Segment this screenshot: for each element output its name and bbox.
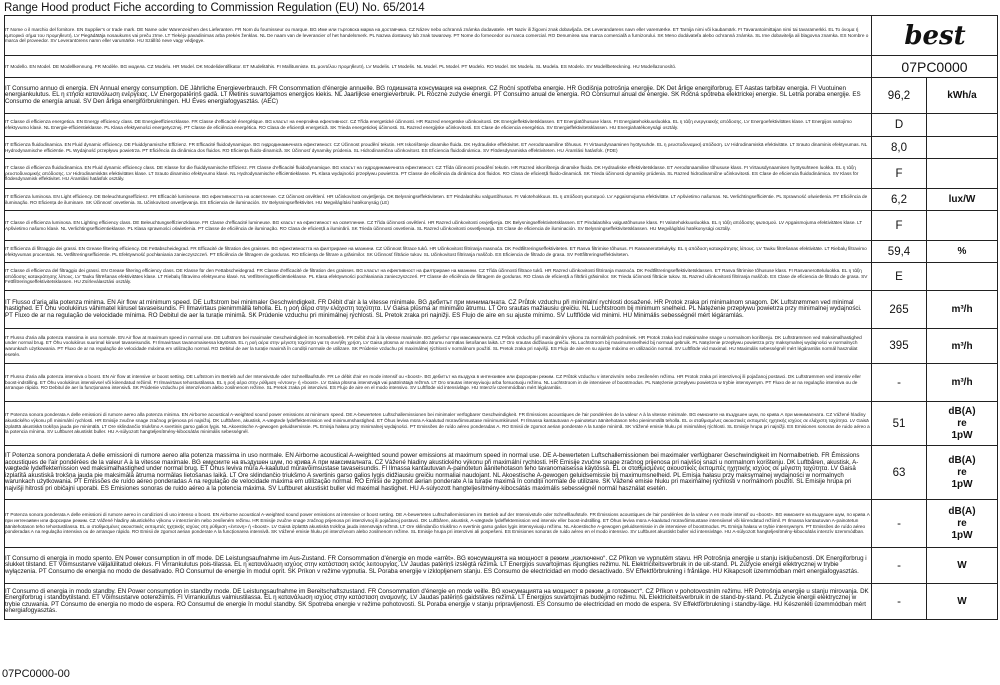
unit-part: 1pW xyxy=(951,529,973,541)
fiche-row xyxy=(5,263,998,291)
row-unit: lux/W xyxy=(927,189,998,211)
unit-part: re xyxy=(957,417,967,429)
row-unit xyxy=(927,211,998,241)
row-unit xyxy=(927,500,998,548)
row-value: 63 xyxy=(872,446,927,500)
fiche-row xyxy=(5,241,998,263)
row-description: IT Consumo di energia in modo standby. EN Power consumption in standby mode. DE Leistungsaufnahme im Bereitschaftszustand. FR Consommation d'énergie en mode veille. BG консумацията на мощност в режим „в готовност“. CZ Příkon v pohotovostním režimu. HR Potrošnja energije u stanju mirovanja. DK Energiforbrug i standbytilstand. ET Võimsustarve ooterežiimis. FI Virrankulutus valmiustilassa. EL η κατανάλωση ισχύος στην κατάσταση αναμονής. LV Jaudas patēriņš gaidstāves režīmā. LT Energijos suvartojimas budėjimo režimu. NL Elektriciteitsverbruik in de stand-by-stand. PL Zużycie energii elektrycznej w trybie czuwania. PT Consumo de energia no modo de espera. RO Consumul de energie în modul standby. SK Spotreba energie v režime pohotovosti. SL Poraba energije v stanju pripravljenosti. ES Consumo de electricidad en modo de espera. SV Effektförbrukning i standby-läge. HU Készenléti üzemmódban mért energiafogyasztás. xyxy=(5,584,872,620)
row-description: IT Potenza sonora ponderata A delle emissioni di rumore aereo in condizioni di uso intenso o boost. EN Airborne acoustical A-weighted sound power emissions at intensive or boost setting. DE A-bewerteten Luftschallemissionen im Betrieb auf der Intensivstufe oder Schnelllaufstufe. FR Émissions acoustiques de l'air pondérées de la valeur A en mode intensif ou «boost». BG емисиите на въздушен шум, по крива А при интензивен или форсиран режим. CZ Vážené hladiny akustického výkonu v intenzivním nebo zesíleném režimu. HR Emisije zvučne snage zračnog prijenosa pri intenzivnoj ili pojačanoj postavci. DK Luftbåren, akustisk, A-vægtede lydeffektemission ved intensiv eller boost-indstilling. ET Õhus leviva müra A-kaalutud müravõimsustase intensiivsel või kiirendatud režiimil. FI Ilmassa kantautuvan A-painotetun äänitehotason teho tehostustilassa. EL οι σταθμισμένες ακουστικές εκπομπές ηχητικής ισχύος στη ρύθμιση «έντονη» ή «boost». LV Gaisā izplatītā akustiskā trokšņa jauda intensīvajā režīmā. LT Ore sklindančio triukšmo A svertinis garso galios lygis intensyviuoju režimu. NL Akoestische A-gewogen geluidsemissie in de intensieve of boostmodus. PL Emisja hałasu w trybie intensywnym. PT Emissões de ruído aéreo ponderadas A na regulação intensiva ou de arranque rápido. RO Emisii de zgomot aerian ponderate A la funcționarea intensivă. SK Vážené emisie hluku pri intenzívnom alebo zosilnenom režime. SL Emisije hrupa pri intenzivni ali pospešeni. ES Emisiones sonoras de ruido aéreo en el modo intensivo. SV Luftburet akustiskt buller vid intensivläge. HU A-súlyozott hangteljesítmény-kibocsátás intenzív üzemmódban. xyxy=(5,500,872,548)
unit-part: re xyxy=(957,517,967,529)
brand-logo xyxy=(887,21,983,51)
row-value: 6,2 xyxy=(872,189,927,211)
fiche-row xyxy=(5,189,998,211)
row-description: IT Flusso d'aria alla potenza massima in uso normale. EN Air flow at maximum speed in normal use. DE Luftstrom bei maximaler Geschwindigkeit im Normalbetrieb. FR Débit d'air à la vitesse maximale. BG дебитът при максималната. CZ Průtok vzduchu při maximálním výkonu za normálních podmínek. HR Protok zraka kod maksimalne snage u normalnom korištenju. DK Luftstrømmen ved maksimalhastighed under normal brug. ET Õhu voolukiirus suurimal kiirusel tavaseisundis. FI Ilmavirtaus tavanomaisessa käytössä. EL η ροή αέρα στην μέγιστη ταχύτητα για τη συνήθη χρήση. LV Gaisa plūsma ar maksimālo ātrumu normālas lietošanas laikā. LT Oro srautas didžiausiu greičiu. NL Luchtstroom bij maximumsnelheid bij normaal gebruik. PL Natężenie przepływu powietrza przy maksymalnej wydajności w normalnych warunkach użytkowania. PT Fluxo de ar na regulação de velocidade máxima em utilização normal. RO Debitul de aer la turație maximă în condiții normale de utilizare. SK Prúdenie vzduchu pri maximálnej rýchlosti v normálnom použití. SL Pretok zraka pri najvišji. ES Flujo de aire en su ajuste máximo en utilización normal. SV Luftflöde vid maximal. HU Maximális sebességnél mért légáramlás normál használat esetén. xyxy=(5,329,872,364)
model-value: 07PC0000 xyxy=(872,56,998,78)
fiche-row xyxy=(5,446,998,500)
row-value: 8,0 xyxy=(872,137,927,159)
row-description: IT Potenza sonora ponderata A delle emissioni di rumore aereo alla potenza minima. EN Airborne acoustical A-weighted sound power emissions at minimum speed. DE A-bewerteten Luftschallemissionen bei minimaler verfügbarer Geschwindigkeit. FR Émissions acoustiques de l'air pondérées de la valeur A à la vitesse minimale. BG емисиите на въздушен шум, по крива А при минималната. CZ Vážené hladiny akustického výkonu při minimální rychlosti. HR Emisije zvučne snage zračnog prijenosa pri najnižoj. DK Luftbåren, akustisk, A-vægtede lydeffektemission ved minimumshastighed. ET Õhus leviva müra A-kaalutud müravõimsustase miinimumkiirusel. FI Ilmassa kantautuvan A-painotetun äänitehotason teho pienimmällä teholla. EL οι σταθμισμένες ακουστικές εκπομπές ηχητικής ισχύος σε ελάχιστη ταχύτητα. LV Gaisā izplatītā akustiskā trokšņa jauda pie minimālā. LT Ore sklindančio triukšmo A svertinis garso galios lygis. NL Akoestische A-gewogen geluidsemissie. PL Emisja hałasu przy minimalnej wydajności. PT Emissões de ruído aéreo ponderadas A. RO Emisii de zgomot aerian ponderate A la turație minimă. SK Vážené emisie hluku pri minimálnej rýchlosti. SL Emisije hrupa pri najnižji. ES Emisiones sonoras de ruido aéreo a la potencia mínima. SV Luftburet akustiskt buller. HU A-súlyozott hangteljesítmény-kibocsátás minimális sebességnél. xyxy=(5,402,872,446)
row-unit xyxy=(927,263,998,291)
row-value: 51 xyxy=(872,402,927,446)
unit-part: 1pW xyxy=(951,429,973,441)
fiche-row xyxy=(5,500,998,548)
unit-part: dB(A) xyxy=(948,405,976,417)
row-unit: W xyxy=(927,548,998,584)
fiche-row xyxy=(5,291,998,329)
unit-part: dB(A) xyxy=(948,454,976,466)
row-unit: m³/h xyxy=(927,364,998,402)
row-value: - xyxy=(872,364,927,402)
row-value: F xyxy=(872,159,927,189)
fiche-row xyxy=(5,584,998,620)
row-description: IT Efficienza luminosa. EN Light efficiency. DE Beleuchtungseffizienz. FR Efficacité lumineuse. BG ефективността на осветление. CZ Účinnost osvětlení. HR Učinkovitost osvjetljenja. DK Belysningseffektiviteten. ET Pindalaühiku valgustõhusus. FI Valotehokkuus. EL η απόδοση φωτισμού. LV Apgaismojuma efektivitāte. LT Apšvietimo našumas. NL Verlichtingsefficiëntie. PL Sprawność oświetlenia. PT Eficiência de iluminação. RO Eficiența de iluminare. SK Účinnosť osvetlenia. SL Učinkovitost osvetljevanja. ES Eficiencia de iluminación. SV Belysningseffektivitet. HU Megvilágítási hatékonyság (LE) xyxy=(5,189,872,211)
row-description: IT Consumo annuo di energia. EN Annual energy consumption. DE Jährliche Energieverbrauch. FR Consommation d'énergie annuelle. BG годишната консумация на енергия. CZ Roční spotřeba energie. HR Godišnja potrošnja energije. DK Det årlige energiforbrug. ET Aastas tarbitav energia. FI Vuotuinen energiankulutus. EL η ετήσια κατανάλωση ενέργειας. LV Energopatēriņš gadā. LT Metinis suvartojamos energijos kiekis. NL Jaarlijkse energieverbruik. PL Roczne zużycie energii. PT Consumo anual de energia. RO Consumul anual de energie. SK Ročná spotreba elektrickej energie. SL Letna poraba energije. ES Consumo de energía anual. SV Den årliga energiförbrukningen. HU Éves energiafogyasztás. (AEC) xyxy=(5,78,872,114)
fiche-row xyxy=(5,548,998,584)
page-title: Range Hood product Fiche according to Commission Regulation (EU) No. 65/2014 xyxy=(4,2,425,14)
row-value: - xyxy=(872,500,927,548)
row-unit: kWh/a xyxy=(927,78,998,114)
row-unit xyxy=(927,137,998,159)
fiche-row xyxy=(5,137,998,159)
row-value: F xyxy=(872,211,927,241)
row-value: - xyxy=(872,548,927,584)
row-unit: W xyxy=(927,584,998,620)
row-value: - xyxy=(872,584,927,620)
row-description: IT Efficienza di filtraggio dei grassi. EN Grease filtering efficiency. DE Fettabscheidegrad. FR Efficacité de filtration des graisses. BG ефективността на филтриране на мазнини. CZ Účinnost filtrace tuků. HR Učinkovitost filtriranja masnoća. DK Fedtfiltreringseffektiviteten. ET Rasva filtrimise tõhusus. FI Rasvanerottelukyky. EL η απόδοση κατακράτησης λίπους. LV Tauku filtrēšanas efektivitāte. LT Riebalų filtravimo efektyvumas procentais. NL Vetfiltreringsefficiëntie. PL Efektywność pochłaniania zanieczyszczeń. PT Eficiência de filtragem de gorduras. RO Eficiența de filtrare a grăsimilor. SK Účinnosť filtrácie tukov. SL Učinkovitost filtriranja maščob. ES Eficiencia de filtrado de grasa. SV Fettfiltreringseffektiviteten. xyxy=(5,241,872,263)
row-unit xyxy=(927,114,998,137)
row-unit xyxy=(927,446,998,500)
fiche-row xyxy=(5,364,998,402)
unit-part: dB(A) xyxy=(948,505,976,517)
row-description: IT Flusso d'aria alla potenza minima. EN Air flow at minimum speed. DE Luftstrom bei minimaler Geschwindigkeit. FR Débit d'air à la vitesse minimale. BG дебитът при минималната. CZ Průtok vzduchu při minimální rychlosti dosažené. HR Protok zraka pri minimalnom snagom. DK Luftstrømmen ved minimal hastighed. ET Õhu voolukiirus vähimatel kiirusel tavaseisundis. FI Ilmavirtaus pienimmällä teholla. EL η ροή αέρα στην ελάχιστη ταχύτητα. LV Gaisa plūsma ar minimālo ātrumu. LT Oro srautas mažiausiu greičiu. NL Luchtstroom bij minimum snelheid. PL Natężenie przepływu powietrza przy minimalnej wydajności. PT Fluxo de ar na regulação de velocidade mínima. RO Debitul de aer la turație minimă. SK Prúdenie vzduchu pri minimálnej rýchlosti. SL Pretok zraka pri najnižji. ES Flujo de aire en su ajuste mínimo. SV Luftflöde vid minimi. HU Minimális sebességnél mért légáramlás. xyxy=(5,291,872,329)
supplier-label: IT Nome o il marchio del fornitore. EN Supplier's or trade mark. DE Name oder Warenzeichen des Lieferanten. FR Nom du fournisseur ou marque. BG Име или търговска марка на доставчика. CZ Název nebo ochranná známka dodavatele. HR Naziv ili žigovni znak dobavljača. DK Leverandørens navn eller varemærke. ET Tarnija nimi või kaubamärk. FI Tavarantoimittajan nimi tai tavaramerkki. EL Το όνομα ή εμπορικό σήμα του προμηθευτή. LV Piegādātāja nosaukums vai preču zīme. LT Tiekėjo pavadinimas arba prekės ženklas. NL De naam van de leverancier of het handelsmerk. PL Nazwa dostawcy lub znak towarowy. PT Nome do fornecedor ou marca comercial. RO Denumirea sau marca comercială a furnizorului. SK Meno dodávateľa alebo ochranná známka. SL Ime dobavitelja ali blagovna znamka. ES Nombre o marca del proveedor. SV Leverantörens namn eller varumärke. HU Szállító neve vagy védjegye. xyxy=(5,16,872,56)
row-value: 59,4 xyxy=(872,241,927,263)
row-description: IT Efficienza fluidodinamica. EN Fluid dynamic efficiency. DE Fluiddynamische Effizienz. FR Efficacité fluidodynamique. BG гидродинамичната ефективност. CZ Účinnost proudění tekutin. HR Iskorištenje dinamike fluida. DK Hydrauliske effektivitet. ET Aerodünaamiline tõhusus. FI Virtausdynaaminen hyötysuhde. EL η ρευστοδυναμική απόδοση. LV Hidrodinamiskā efektivitāte. LT Srauto dinaminis efektyvumas. NL Hydrodynamische efficiëntie. PL Wydajność przepływu powietrza. PT Eficiência da dinâmica dos fluidos. RO Eficiența fluido-dinamică. SK Účinnosť dynamiky prúdenia. SL Hidrodinamična učinkovitost. ES Eficiencia fluidodinámica. SV Flödesdynamiska effektiviteten. HU Áramlási hatásfok. (FDE) xyxy=(5,137,872,159)
fiche-row xyxy=(5,329,998,364)
row-unit: m³/h xyxy=(927,329,998,364)
row-description: IT Flusso d'aria alla potenza intensiva o boost. EN Air flow at intensive or boost setting. DE Luftstrom im Betrieb auf der Intensivstufe oder Schnelllaufstufe. FR Le débit d'air en mode intensif ou «boost». BG дебитът на въздуха в интензивен или форсиран режим. CZ Průtok vzduchu v intenzivním nebo zesíleném režimu. HR Protok zraka pri intenzivnoj ili pojačanoj postavci. DK Luftstrømmen ved intensiv eller boost-indstilling. ET Õhu voolukiirus intensiivsel või kiirendatud režiimil. FI Ilmavirtaus tehostustilassa. EL η ροή αέρα στην ρύθμιση «έντονη» ή «boost». LV Gaisa plūsma intensīvajā vai paātrinātajā režīmā. LT Oro srautas intensyviuoju arba forsuotuoju režimu. NL Luchtstroom in de intensieve of boostmodus. PL Natężenie przepływu powietrza w trybie intensywnym. PT Fluxo de ar na regulação intensiva ou de arranque rápido. RO Debitul de aer la funcționarea intensivă. SK Prúdenie vzduchu pri intenzívnom alebo zosilnenom režime. SL Pretok zraka pri intenzivni. ES Flujo de aire en el modo intensivo. SV Luftflöde vid intensivläge. HU Intenzív üzemmódban mért légáramlás. xyxy=(5,364,872,402)
product-fiche-table xyxy=(4,15,998,620)
fiche-row xyxy=(5,402,998,446)
supplier-row xyxy=(5,16,998,56)
row-unit: % xyxy=(927,241,998,263)
document-code: 07PC0000-00 xyxy=(2,668,70,680)
row-description: IT Consumo di energia in modo spento. EN Power consumption in off mode. DE Leistungsaufnahme im Aus-Zustand. FR Consommation d'énergie en mode «arrêt». BG консумацията на мощност в режим „изключено“. CZ Příkon ve vypnutém stavu. HR Potrošnja energije u stanju isključenosti. DK Energiforbrug i slukket tilstand. ET Võimsustarve väljalülitatud olekus. FI Virrankulutus pois-tilassa. EL η κατανάλωση ισχύος στην κατάσταση εκτός λειτουργίας. LV Jaudas patēriņš izslēgtā režīmā. LT Energijos suvartojimas išjungties režimu. NL Elektriciteitsverbruik in de uit-stand. PL Zużycie energii elektrycznej w trybie wyłączenia. PT Consumo de energia no modo de desativado. RO Consumul de energie în modul oprit. SK Príkon v režime vypnutia. SL Poraba energije v izklopljenem stanju. ES Consumo de electricidad en modo desactivado. SV Effektförbrukning i frånläge. HU Kikapcsolt üzemmódban mért energiafogyasztás. xyxy=(5,548,872,584)
row-unit xyxy=(927,159,998,189)
row-value: E xyxy=(872,263,927,291)
unit-part: re xyxy=(957,466,967,478)
brand-logo-cell xyxy=(872,16,998,56)
fiche-row xyxy=(5,114,998,137)
row-value: 395 xyxy=(872,329,927,364)
fiche-row xyxy=(5,78,998,114)
row-description: IT Classe di efficienza del filtraggio dei grassi. EN Grease filtering efficiency class. DE Klasse für den Fettabscheidegrad. FR Classe d'efficacité de filtration des graisses. BG класът на ефективност на филтриране на мазнини. CZ Třída účinnosti filtrace tuků. HR Razred učinkovitosti filtriranja masnoća. DK Fedtfiltreringseffektivitetsklassen. ET Rasva filtrimise tõhususe klass. FI Rasvanerotteluluokka. EL η τάξη απόδοσης κατακράτησης λίπους. LV Tauku filtrēšanas efektivitātes klase. LT Riebalų filtravimo efektyvumo klasė. NL Vetfiltreringsefficiëntieklasse. PL Klasa efektywności pochłaniania zanieczyszczeń. PT Classe de eficiência de filtragem de gorduras. RO Clasa de eficiență a filtrării grăsimilor. SK Trieda účinnosti filtrácie tukov. SL Razred učinkovitosti filtriranja maščob. ES Clase de eficiencia de filtrado de grasa. SV Fettfiltreringseffektivitetsklassen. HU Zsírleválasztási osztály. xyxy=(5,263,872,291)
row-value: 265 xyxy=(872,291,927,329)
row-unit: m³/h xyxy=(927,291,998,329)
row-description: IT Classe di efficienza fluidodinamica. EN Fluid dynamic efficiency class. DE Klasse für die fluiddynamische Effizienz. FR Classe d'efficacité fluidodynamique. BG класът на гидродинамичната ефективност. CZ Třída účinnosti proudění tekutin. HR Razred iskorištenja dinamike fluida. DK Hydrauliske effektivitetsklasse. ET Aerodünaamilise tõhususe klass. FI Virtausdynaamisen hyötysuhteen luokka. EL η τάξη ρευστοδυναμικής απόδοσης. LV Hidrodinamiskās efektivitātes klase. LT Srauto dinaminio efektyvumo klasė. NL Hydrodynamische efficiëntieklasse. PL Klasa wydajności przepływu powietrza. PT Classe de eficiência da dinâmica dos fluidos. RO Clasa de eficiență fluido-dinamică. SK Trieda účinnosti dynamiky prúdenia. SL Razred hidrodinamične učinkovitosti. ES Clase de eficiencia fluidodinámica. SV Klass för flödesdynamisk effektivitet. HU Áramlási hatásfok osztály. xyxy=(5,159,872,189)
row-description: IT Potenza sonora ponderata A delle emissioni di rumore aereo alla potenza massima in uso normale. EN Airborne acoustical A-weighted sound power emissions at maximum speed in normal use. DE A-bewerteten Luftschallemissionen bei maximaler verfügbarer Geschwindigkeit im Normalbetrieb. FR Émissions acoustiques de l'air pondérées de la valeur A à la vitesse maximale. BG емисиите на въздушен шум, по крива А при максималната. CZ Vážené hladiny akustického výkonu při maximální rychlosti. HR Emisije zvučne snage zračnog prijenosa pri najvišoj snazi u normalnom korištenju. DK Luftbåren, akustisk, A-vægtede lydeffektemission ved maksimalhastighed under normal brug. ET Õhus leviva müra A-kaalutud müravõimsustase tavaseisundis. FI Ilmassa kantautuvan A-painotetun äänitehotason teho tavanomaisessa käytössä. EL οι σταθμισμένες ακουστικές εκπομπές ηχητικής ισχύος σε μέγιστη ταχύτητα. LV Gaisā izplatītā akustiskā trokšņa jauda pie maksimālā ātruma normālas lietošanas laikā. LT Ore sklindančio triukšmo A svertinis garso galios lygis didžiausiu greičiu normaliai naudojant. NL Akoestische A-gewogen geluidsemissie bij maximumsnelheid. PL Emisja hałasu przy maksymalnej wydajności w normalnych warunkach użytkowania. PT Emissões de ruído aéreo ponderadas A na regulação de velocidade máxima em utilização normal. RO Emisii de zgomot aerian ponderate A la turație maximă în condiții normale de utilizare. SK Vážené emisie hluku pri maximálnej rýchlosti v normálnom použití. SL Emisije hrupa pri najvišji hitrosti pri običajni uporabi. ES Emisiones sonoras de ruido aéreo a la potencia máxima. SV Luftburet akustiskt buller vid maximal hastighet. HU A-súlyozott hangteljesítmény-kibocsátás maximális sebességnél normál használat esetén. xyxy=(5,446,872,500)
row-unit xyxy=(927,402,998,446)
unit-part: 1pW xyxy=(951,478,973,490)
row-value: 96,2 xyxy=(872,78,927,114)
fiche-row xyxy=(5,211,998,241)
fiche-row xyxy=(5,159,998,189)
brand-logo-text: best xyxy=(903,20,966,51)
model-row xyxy=(5,56,998,78)
row-value: D xyxy=(872,114,927,137)
row-description: IT Classe di efficienza luminosa. EN Lighting efficiency class. DE Beleuchtungseffizienzklasse. FR Classe d'efficacité lumineuse. BG класът на ефективност на осветление. CZ Třída účinnosti osvětlení. HR Razred učinkovitosti osvjetljenja. DK Belysningseffektivitetsklassen. ET Pindalaühiku valgustõhususe klass. FI Valotehokkuusluokka. EL η τάξη απόδοσης φωτισμού. LV Apgaismojuma efektivitātes klase. LT Apšvietimo našumo klasė. NL Verlichtingsefficiëntieklasse. PL Klasa sprawności oświetlenia. PT Classe de eficiência de iluminação. RO Clasa de eficiență a iluminării. SK Trieda účinnosti osvetlenia. SL Razred učinkovitosti osvetljevanja. ES Clase de eficiencia de iluminación. SV Belysningseffektivitetsklassen. HU Megvilágítási hatékonysági osztály. xyxy=(5,211,872,241)
row-description: IT Classe di efficienza energetica. EN Energy efficiency class. DE Energieeffizienzklasse. FR Classe d'efficacité énergétique. BG класът на енергийна ефективност. CZ Třída energetické účinnosti. HR Razred energetske učinkovitosti. DK Energieffektivitetsklassen. ET Energiatõhususe klass. FI Energiatehokkuusluokka. EL η τάξη ενεργειακής απόδοσης. LV Energoefektivitātes klase. LT Energijos vartojimo efektyvumo klasė. NL Energie-efficiëntieklasse. PL Klasa efektywności energetycznej. PT Classe de eficiência energética. RO Clasa de eficiență energetică. SK Trieda energetickej účinnosti. SL Razred energijske učinkovitosti. ES Clase de eficiencia energética. SV Energieffektivitetsklassen. HU Energiahatékonysági osztály. xyxy=(5,114,872,137)
model-label: IT Modello. EN Model. DE Modellkennung. FR Modèle. BG модела. CZ Modelu. HR Model. DK Modelidentifikator. ET Mudelitähis. FI Mallitunniste. EL μοντέλου προμηθευτή. LV Modelis. LT Modelis. NL Model. PL Model. PT Modelo. RO Model. SK Modelu. SL Modela. ES Modelo. SV Modellbeteckning. HU Modellazonosító. xyxy=(5,56,872,78)
